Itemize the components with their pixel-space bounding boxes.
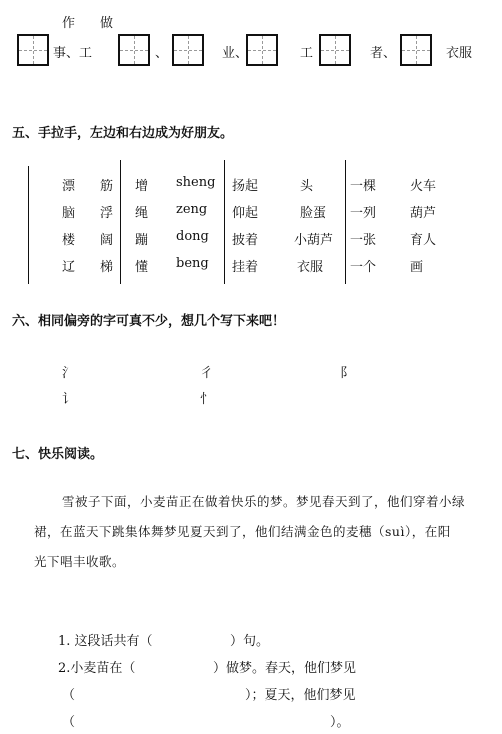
table-divider (120, 160, 121, 284)
writing-box-2[interactable] (118, 34, 150, 66)
question-2-mid: ）做梦。春天，他们梦见 (213, 661, 357, 676)
match-word[interactable]: 漂 (62, 179, 76, 194)
match-word[interactable]: 育人 (410, 233, 437, 248)
writing-box-5[interactable] (319, 34, 351, 66)
box-suffix-2: 、 (155, 46, 169, 61)
match-word[interactable]: 一棵 (350, 179, 377, 194)
writing-box-3[interactable] (172, 34, 204, 66)
match-pinyin[interactable]: dong (176, 229, 209, 244)
box-suffix-6: 衣服 (446, 46, 473, 61)
match-word[interactable]: 梯 (100, 260, 114, 275)
box-suffix-5: 者、 (370, 46, 397, 61)
match-word[interactable]: 葫芦 (410, 206, 437, 221)
question-2-bracket-open: （ (62, 688, 76, 703)
match-word[interactable]: 脸蛋 (300, 206, 327, 221)
box-suffix-4: 工 (300, 46, 314, 61)
writing-box-4[interactable] (246, 34, 278, 66)
match-word[interactable]: 一列 (350, 206, 377, 221)
match-pinyin[interactable]: beng (176, 256, 209, 271)
table-divider (28, 166, 29, 284)
match-word[interactable]: 一个 (350, 260, 377, 275)
match-word[interactable]: 火车 (410, 179, 437, 194)
match-word[interactable]: 一张 (350, 233, 377, 248)
match-word[interactable]: 扬起 (232, 179, 259, 194)
match-pinyin[interactable]: zeng (176, 202, 208, 217)
radical-heart: 忄 (200, 392, 214, 407)
match-word[interactable]: 小葫芦 (294, 233, 334, 248)
question-1: 1. 这段话共有（ (58, 634, 153, 649)
match-word[interactable]: 仰起 (232, 206, 259, 221)
radical-mound: 阝 (340, 366, 354, 381)
passage-line: 光下唱丰收歌。 (34, 554, 126, 569)
match-pinyin[interactable]: sheng (176, 175, 216, 190)
label-zuo: 作 (62, 16, 76, 31)
radical-water: 氵 (62, 366, 76, 381)
question-2-line3: ）。 (330, 715, 350, 730)
box-suffix-1: 事、工 (53, 46, 93, 61)
match-word[interactable]: 筋 (100, 179, 114, 194)
match-word[interactable]: 绳 (135, 206, 149, 221)
match-word[interactable]: 头 (300, 179, 314, 194)
writing-box-6[interactable] (400, 34, 432, 66)
question-2: 2.小麦苗在（ (58, 661, 136, 676)
match-word[interactable]: 增 (135, 179, 149, 194)
radical-step: 彳 (200, 366, 214, 381)
match-word[interactable]: 衣服 (297, 260, 324, 275)
writing-box-1[interactable] (17, 34, 49, 66)
match-word[interactable]: 脑 (62, 206, 76, 221)
match-word[interactable]: 蹦 (135, 233, 149, 248)
passage-line: 裙，在蓝天下跳集体舞梦见夏天到了，他们结满金色的麦穗（suì），在阳 (34, 524, 451, 539)
label-zuo-do: 做 (100, 16, 114, 31)
match-word[interactable]: 辽 (62, 260, 76, 275)
match-word[interactable]: 楼 (62, 233, 76, 248)
question-2-line2: ）；夏天，他们梦见 (245, 688, 356, 703)
match-word[interactable]: 画 (410, 260, 424, 275)
section-7-title: 七、快乐阅读。 (12, 447, 104, 462)
section-6-title: 六、相同偏旁的字可真不少，想几个写下来吧！ (12, 314, 286, 329)
question-1-end: ）句。 (230, 634, 270, 649)
table-divider (224, 160, 225, 284)
match-word[interactable]: 懂 (135, 260, 149, 275)
box-suffix-3: 业、 (222, 46, 249, 61)
match-word[interactable]: 阔 (100, 233, 114, 248)
table-divider (345, 160, 346, 284)
section-5-title: 五、手拉手，左边和右边成为好朋友。 (12, 126, 234, 141)
match-word[interactable]: 挂着 (232, 260, 259, 275)
match-word[interactable]: 浮 (100, 206, 114, 221)
match-word[interactable]: 披着 (232, 233, 259, 248)
radical-speech: 讠 (62, 392, 76, 407)
question-2-bracket-open-2: （ (62, 715, 76, 730)
passage-line: 雪被子下面，小麦苗正在做着快乐的梦。梦见春天到了，他们穿着小绿 (62, 494, 466, 509)
